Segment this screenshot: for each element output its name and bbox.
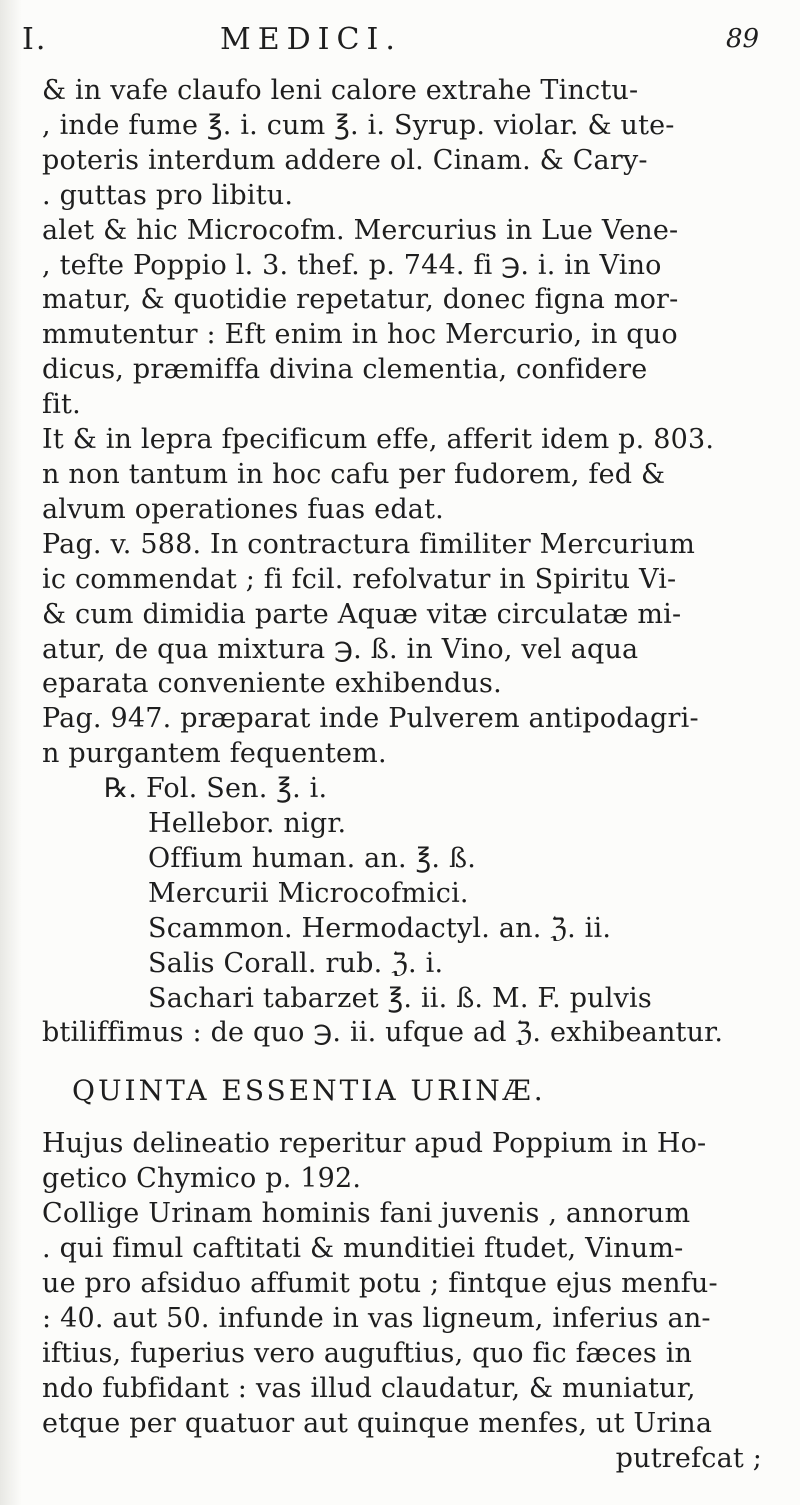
page-gutter-shadow bbox=[0, 0, 22, 1505]
text-line: Pag. v. 588. In contractura fimiliter Mercurium bbox=[42, 528, 696, 560]
header-title: MEDICI. bbox=[220, 22, 402, 57]
text-line: alet & hic Microcofm. Mercurius in Lue Vene- bbox=[42, 214, 679, 246]
recipe-closing: btiliffimus : de quo ℈. ii. ufque ad ℨ. exhibeantur. bbox=[42, 1017, 724, 1049]
text-line: Pag. 947. præparat inde Pulverem antipodagri- bbox=[42, 703, 699, 735]
text-line: It & in lepra fpecificum effe, afferit idem p. 803. bbox=[42, 424, 715, 456]
recipe-ingredient: Mercurii Microcofmici. bbox=[148, 877, 469, 909]
text-line: ue pro afsiduo affumit potu ; fintque ejus menfu- bbox=[42, 1268, 718, 1299]
text-line: poteris interdum addere ol. Cinam. & Cary- bbox=[42, 144, 648, 176]
paragraph-lues-venerea bbox=[42, 214, 782, 423]
recipe bbox=[42, 772, 782, 1051]
section-heading: QUINTA ESSENTIA URINÆ. bbox=[72, 1074, 546, 1108]
text-line: n non tantum in hoc cafu per fudorem, fed & bbox=[42, 458, 666, 490]
recipe-ingredient: Hellebor. nigr. bbox=[148, 808, 347, 840]
text-line: alvum operationes fuas edat. bbox=[42, 493, 444, 525]
text-line: fit. bbox=[42, 389, 81, 421]
recipe-ingredient: Salis Corall. rub. ℨ. i. bbox=[148, 947, 444, 979]
recipe-ingredient: Sachari tabarzet ℥. ii. ß. M. F. pulvis bbox=[148, 982, 652, 1014]
recipe-first-line: ℞. Fol. Sen. ℥. i. bbox=[104, 773, 328, 805]
paragraph-pulvis bbox=[42, 702, 782, 772]
text-line: iftius, fuperius vero auguftius, quo fic fæces in bbox=[42, 1337, 693, 1369]
main-text bbox=[42, 74, 782, 1476]
header-section-number: I. bbox=[22, 22, 48, 57]
text-line: dicus, præmiffa divina clementia, confidere bbox=[42, 354, 648, 386]
catchword: putrefcat ; bbox=[615, 1442, 762, 1474]
paragraph-collige bbox=[42, 1197, 782, 1441]
paragraph-lepra bbox=[42, 423, 782, 528]
text-line: Collige Urinam hominis fani juvenis , annorum bbox=[42, 1198, 691, 1230]
text-line: , tefte Poppio l. 3. thef. p. 744. fi ℈. i. in Vino bbox=[42, 249, 662, 281]
recipe-ingredient: Scammon. Hermodactyl. an. ℨ. ii. bbox=[148, 912, 612, 944]
paragraph-delineatio bbox=[42, 1127, 782, 1197]
text-line: eparata conveniente exhibendus. bbox=[42, 668, 502, 700]
text-line: , inde fume ℥. i. cum ℥. i. Syrup. violar. & ute- bbox=[42, 109, 675, 141]
text-line: atur, de qua mixtura ℈. ß. in Vino, vel aqua bbox=[42, 633, 639, 665]
paragraph-tincture bbox=[42, 74, 782, 214]
text-line: ndo fubfidant : vas illud claudatur, & muniatur, bbox=[42, 1372, 696, 1404]
text-line: mmutentur : Eft enim in hoc Mercurio, in quo bbox=[42, 319, 678, 351]
text-line: etque per quatuor aut quinque menfes, ut Urina bbox=[42, 1407, 713, 1439]
text-line: . guttas pro libitu. bbox=[42, 179, 294, 211]
running-header bbox=[0, 22, 800, 66]
text-line: & cum dimidia parte Aquæ vitæ circulatæ mi- bbox=[42, 598, 682, 630]
text-line: n purgantem fequentem. bbox=[42, 738, 387, 770]
text-line: : 40. aut 50. infunde in vas ligneum, inferius an- bbox=[42, 1302, 711, 1334]
text-line: Hujus delineatio reperitur apud Poppium in Ho- bbox=[42, 1128, 707, 1160]
page-number: 89 bbox=[726, 24, 760, 54]
recipe-ingredient: Offium human. an. ℥. ß. bbox=[148, 842, 476, 874]
text-line: matur, & quotidie repetatur, donec figna mor- bbox=[42, 284, 679, 316]
text-line: & in vafe claufo leni calore extrahe Tinctu- bbox=[42, 75, 639, 106]
text-line: ic commendat ; fi fcil. refolvatur in Spiritu Vi- bbox=[42, 563, 677, 595]
text-line: getico Chymico p. 192. bbox=[42, 1163, 362, 1195]
paragraph-contractura bbox=[42, 528, 782, 703]
text-line: . qui fimul caftitati & munditiei ftudet, Vinum- bbox=[42, 1233, 684, 1265]
